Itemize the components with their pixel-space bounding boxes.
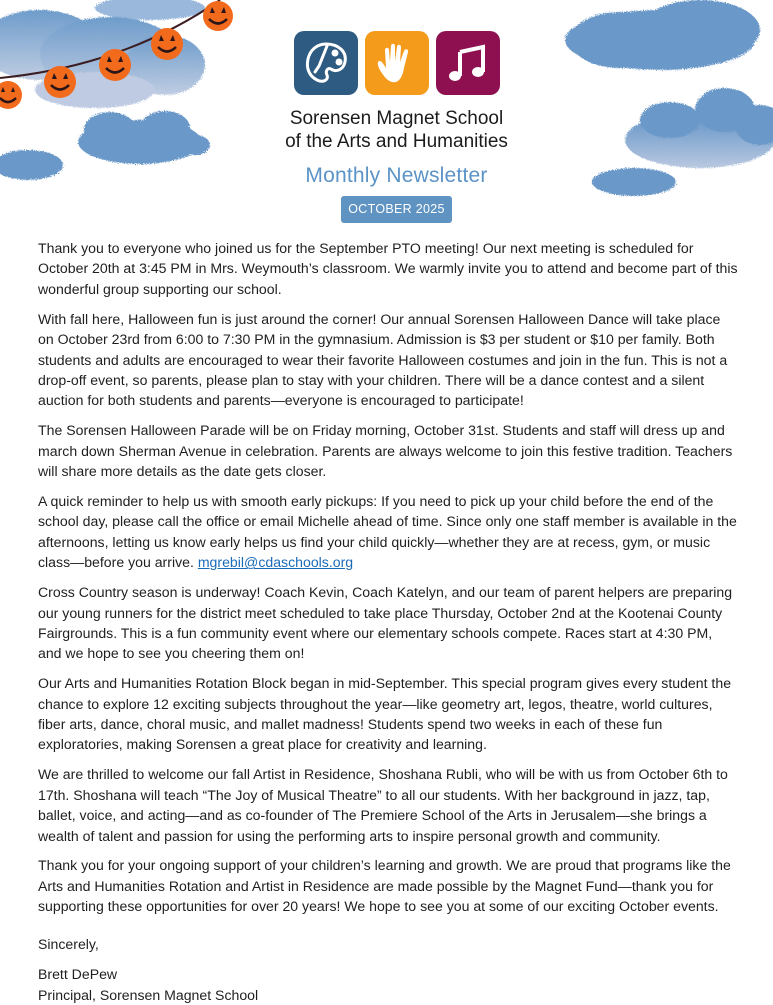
school-logos (294, 31, 500, 95)
newsletter-title: Monthly Newsletter (305, 164, 488, 187)
cloud-left-top (0, 0, 205, 108)
paragraph-rotation-block: Our Arts and Humanities Rotation Block began in mid-September. This special program gives every student the chance to explore 12 exciting subjects throughout the year—like geometry art, legos, theatre, world cultures, fiber arts, dance, choral music, and mallet madness! Students spend two weeks in each of these fun exploratories, making Sorensen a great place for creativity and learning. (38, 675, 732, 753)
paragraph-early-pickups (38, 491, 738, 573)
paragraph-cross-country: Cross Country season is underway! Coach Kevin, Coach Katelyn, and our team of parent helpers are preparing our young runners for the district meet scheduled to take place Thursday, October 2nd at the Kootenai County Fairgrounds. This is a fun community event where our elementary schools compete. Races start at 4:30 PM, and we hope to see you cheering them on! (38, 584, 733, 662)
paragraph-halloween-dance: With fall here, Halloween fun is just around the corner! Our annual Sorensen Halloween Dance will take place on October 23rd from 6:00 to 7:30 PM in the gymnasium. Admission is $3 per student or $10 per family. Both students and adults are encouraged to wear their favorite Halloween costumes and join in the fun. This is not a drop-off event, so parents, please plan to stay with your children. There will be a dance contest and a silent auction for both students and parents—everyone is encouraged to participate! (38, 310, 728, 409)
garland-string (0, 0, 220, 78)
pumpkin (99, 49, 131, 81)
paragraph-thank-you: Thank you for your ongoing support of your children’s learning and growth. We are proud that programs like the Arts and Humanities Rotation and Artist in Residence are made possible by the Magnet Fund—thank you for supporting these opportunities for over 20 years! We hope to see you at some of our exciting October events. (38, 857, 731, 915)
paragraph-artist-in-residence: We are thrilled to welcome our fall Artist in Residence, Shoshana Rubli, who will be with us from October 6th to 17th. Shoshana will teach “The Joy of Musical Theatre” to all our students. With her background in jazz, tap, ballet, voice, and acting—and as co-founder of The Premiere School of the Arts in Jerusalem—she brings a wealth of talent and passion for using the performing arts to inspire personal growth and community. (38, 766, 728, 844)
signature-closing: Sincerely, (38, 936, 99, 953)
music-note-icon (443, 38, 493, 88)
pumpkin (151, 28, 183, 60)
pumpkin (44, 66, 76, 98)
logo-humanities (365, 31, 429, 95)
hand-icon (372, 38, 422, 88)
newsletter-body (38, 238, 738, 1005)
signature-title: Principal, Sorensen Magnet School (38, 986, 259, 1003)
signature-name: Brett DePew (38, 966, 118, 983)
school-name-line1: Sorensen Magnet School (289, 108, 504, 129)
logo-arts (294, 31, 358, 95)
date-badge: OCTOBER 2025 (341, 196, 452, 223)
paragraph-pto: Thank you to everyone who joined us for the September PTO meeting! Our next meeting is scheduled for October 20th at 3:45 PM in Mrs. Weymouth’s classroom. We warmly invite you to attend and become part of this wonderful group supporting our school. (38, 240, 738, 297)
pumpkin (203, 1, 233, 31)
palette-icon (301, 38, 351, 88)
pumpkin (0, 81, 22, 109)
paragraph-halloween-parade: The Sorensen Halloween Parade will be on Friday morning, October 31st. Students and staff will dress up and march down Sherman Avenue in celebration. Parents are always welcome to join this festive tradition. Teachers will share more details as the date gets closer. (38, 422, 733, 480)
school-name (0, 107, 773, 153)
school-name-line2: of the Arts and Humanities (285, 131, 508, 152)
signature-block (38, 964, 738, 1005)
email-link[interactable]: mgrebil@cdaschools.org (197, 554, 354, 571)
cloud-right-top (565, 0, 760, 70)
logo-music (436, 31, 500, 95)
early-pickups-text: A quick reminder to help us with smooth early pickups: If you need to pick up your child before the end of the school day, please call the office or email Michelle ahead of time. Since only one staff member is available in the afternoons, letting us know early helps us find your child quickly—whether they are at recess, gym, or music class—before you arrive. (38, 492, 737, 571)
